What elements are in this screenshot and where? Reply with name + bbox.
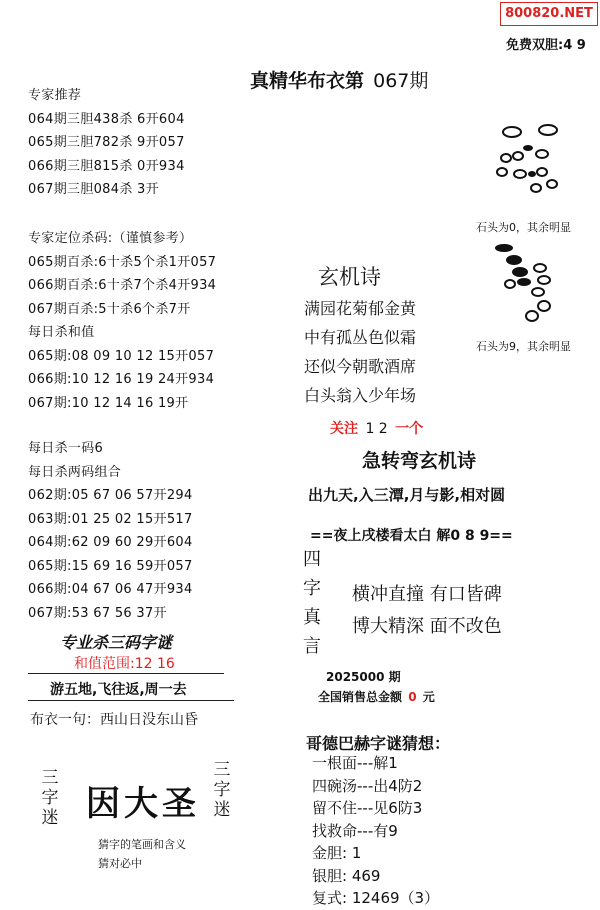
riddle-right-label: 三 字 迷 [213, 760, 231, 820]
four-char-label: 四 字 真 言 [303, 549, 321, 657]
list-item: 银胆: 469 [312, 866, 381, 885]
list-item: 064期三胆438杀 6开604 [28, 111, 185, 127]
issue-number: 067期 [373, 70, 429, 92]
four-char-line: 博大精深 面不改色 [352, 616, 502, 637]
focus-nums: 1 2 [365, 421, 388, 437]
focus-line [330, 418, 423, 438]
poem-line: 白头翁入少年场 [304, 386, 417, 405]
list-item: 066期:10 12 16 19 24开934 [28, 372, 215, 387]
stone-caption: 石头为0，其余明显 [476, 221, 571, 234]
travel-line: 游五地,飞往返,周一去 [50, 682, 187, 698]
list-item: 064期:62 09 60 29开604 [28, 535, 193, 550]
list-item: 找救命---有9 [312, 821, 398, 840]
list-item: 062期:05 67 06 57开294 [28, 488, 193, 503]
daily-two-heading: 每日杀两码组合 [28, 464, 122, 480]
sales-unit: 元 [422, 690, 435, 704]
stones-picture-2 [484, 240, 564, 326]
riddle-poem-title: 急转弯玄机诗 [362, 450, 477, 472]
list-item: 四碗汤---出4防2 [312, 776, 423, 795]
position-kill-heading: 专家定位杀码:（谨慎参考） [28, 231, 193, 246]
list-item: 065期三胆782杀 9开057 [28, 135, 185, 150]
focus-tail: 一个 [395, 421, 424, 437]
site-watermark: 800820.NET [500, 2, 598, 26]
list-item: 063期:01 25 02 15开517 [28, 511, 193, 527]
godel-block [312, 752, 439, 910]
position-kill-block [28, 227, 216, 415]
list-item: 066期百杀:6十杀7个杀4开934 [28, 278, 217, 293]
list-item: 067期:10 12 14 16 19开 [28, 395, 189, 411]
riddle-left-label: 三 字 迷 [41, 768, 59, 828]
stone-caption: 石头为9，其余明显 [476, 340, 571, 353]
daily-one-text: 每日杀一码6 [28, 441, 104, 456]
sales-label: 全国销售总金额 [318, 690, 403, 704]
list-item: 金胆: 1 [312, 844, 362, 862]
poem-line: 还似今朝歌酒席 [304, 357, 417, 376]
divider [28, 700, 234, 701]
stones-picture-1 [492, 122, 572, 200]
poem-line: 满园花菊郁金黄 [304, 299, 417, 318]
riddle-center: 因大圣 [86, 784, 200, 824]
poem-line: 中有孤丛色似霜 [304, 328, 417, 347]
sales-line [318, 688, 435, 705]
list-item: 066期:04 67 06 47开934 [28, 582, 193, 597]
focus-label: 关注 [330, 421, 358, 437]
four-char-line: 横冲直撞 有口皆碑 [352, 584, 502, 605]
list-item: 067期三胆084杀 3开 [28, 182, 159, 197]
buyi-line: 布衣一句：西山日没东山昏 [30, 712, 198, 728]
sales-value: 0 [408, 690, 417, 704]
list-item: 067期:53 67 56 37开 [28, 605, 167, 621]
daily-kill-block [28, 437, 193, 625]
daily-sum-heading: 每日杀和值 [28, 325, 95, 340]
page-title [250, 66, 428, 93]
poem-block [304, 294, 416, 410]
divider [28, 673, 224, 674]
list-item: 065期:15 69 16 59开057 [28, 558, 193, 574]
list-item: 067期百杀:5十杀6个杀7开 [28, 301, 191, 317]
list-item: 066期三胆815杀 0开934 [28, 158, 185, 174]
list-item: 复式: 12469（3） [312, 889, 440, 907]
riddle-poem-line: 出九天,入三潭,月与影,相对圆 [308, 486, 506, 504]
guess-note: 猜对必中 [98, 857, 142, 870]
list-item: 065期百杀:6十杀5个杀1开057 [28, 254, 217, 270]
free-double-text: 免费双胆:4 9 [506, 38, 586, 53]
expert-rec-heading: 专家推荐 [28, 88, 82, 103]
list-item: 一根面---解1 [312, 754, 398, 772]
sales-issue: 2025000 期 [326, 670, 401, 684]
expert-rec-block [28, 84, 185, 202]
godel-title: 哥德巴赫字谜猜想： [306, 734, 451, 753]
night-line: ==夜上戌楼看太白 解0 8 9== [310, 528, 513, 544]
title-text: 真精华布衣第 [250, 70, 365, 92]
sum-range: 和值范围:12 16 [74, 656, 175, 672]
list-item: 留不住---见6防3 [312, 799, 423, 817]
list-item: 065期:08 09 10 12 15开057 [28, 348, 215, 364]
three-code-title: 专业杀三码字谜 [60, 633, 173, 652]
guess-note: 猜字的笔画和含义 [98, 838, 186, 851]
poem-heading: 玄机诗 [318, 265, 381, 289]
